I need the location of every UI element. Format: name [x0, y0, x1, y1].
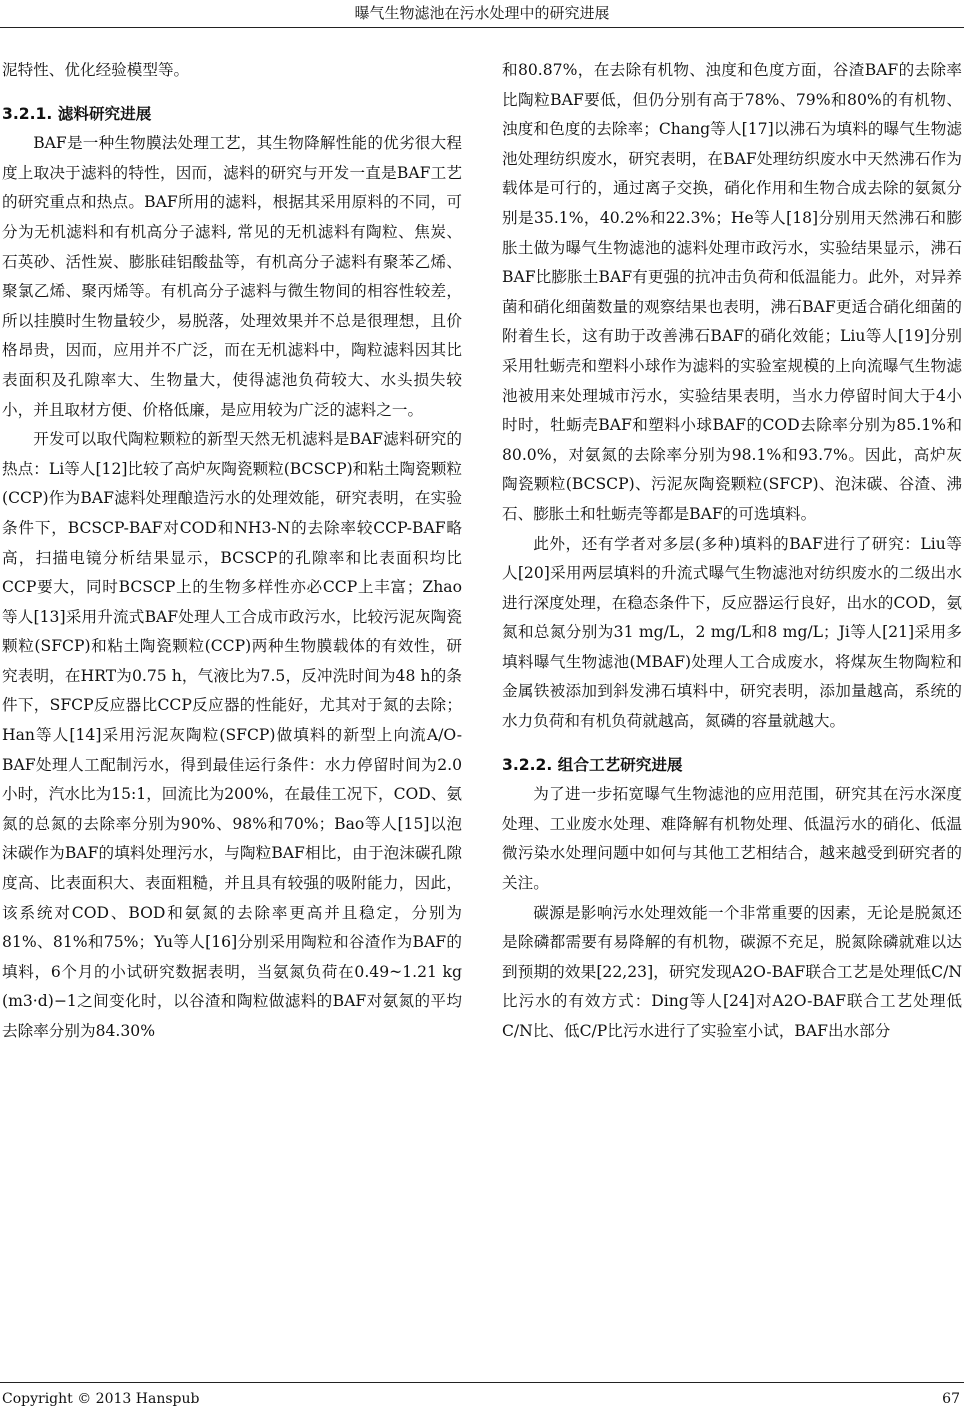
paragraph: 此外，还有学者对多层(多种)填料的BAF进行了研究：Liu等人[20]采用两层填料的升流式曝气生物滤池对纺织废水的二级出水进行深度处理，在稳态条件下，反应器运行良好，出水的COD，氨氮和总氮分别为31 mg/L，2 mg/L和8 mg/L；Ji等人[21]采用多填料曝气生物滤池(MBAF)处理人工合成废水，将煤灰生物陶粒和金属铁被添加到斜发沸石填料中，研究表明，添加量越高，系统的水力负荷和有机负荷就越高，氮磷的容量就越大。	[502, 534, 962, 731]
left-column	[2, 56, 462, 1047]
footer-rule	[0, 1382, 964, 1383]
right-column	[502, 56, 962, 1047]
copyright: Copyright © 2013 Hanspub	[2, 1391, 200, 1407]
spacer	[502, 737, 962, 751]
section-heading-3-2-1: 3.2.1. 滤料研究进展	[2, 104, 152, 123]
paragraph: 和80.87%，在去除有机物、浊度和色度方面，谷渣BAF的去除率比陶粒BAF要低，但仍分别有高于78%、79%和80%的有机物、浊度和色度的去除率；Chang等人[17]以沸石为填料的曝气生物滤池处理纺织废水，研究表明，在BAF处理纺织废水中天然沸石作为载体是可行的，通过离子交换，硝化作用和生物合成去除的氨氮分别是35.1%，40.2%和22.3%；He等人[18]分别用天然沸石和膨胀土做为曝气生物滤池的滤料处理市政污水，实验结果显示，沸石BAF比膨胀土BAF有更强的抗冲击负荷和低温能力。此外，对异养菌和硝化细菌数量的观察结果也表明，沸石BAF更适合硝化细菌的附着生长，这有助于改善沸石BAF的硝化效能；Liu等人[19]分别采用牡蛎壳和塑料小球作为滤料的实验室规模的上向流曝气生物滤池被用来处理城市污水，实验结果表明，当水力停留时间大于4小时时，牡蛎壳BAF和塑料小球BAF的COD去除率分别为85.1%和80.0%，对氨氮的去除率分别为98.1%和93.7%。因此，高炉灰陶瓷颗粒(BCSCP)、污泥灰陶瓷颗粒(SFCP)、泡沫碳、谷渣、沸石、膨胀土和牡蛎壳等都是BAF的可选填料。	[502, 61, 962, 523]
spacer	[2, 86, 462, 100]
header-rule	[0, 27, 964, 28]
paragraph: 为了进一步拓宽曝气生物滤池的应用范围，研究其在污水深度处理、工业废水处理、难降解有机物处理、低温污水的硝化、低温微污染水处理问题中如何与其他工艺相结合，越来越受到研究者的关注。	[502, 785, 962, 893]
paragraph: 泥特性、优化经验模型等。	[2, 61, 190, 79]
paragraph: 开发可以取代陶粒颗粒的新型天然无机滤料是BAF滤料研究的热点：Li等人[12]比较了高炉灰陶瓷颗粒(BCSCP)和粘土陶瓷颗粒(CCP)作为BAF滤料处理酿造污水的处理效能，研究表明，在实验条件下，BCSCP-BAF对COD和NH3-N的去除率较CCP-BAF略高，扫描电镜分析结果显示，BCSCP的孔隙率和比表面积均比CCP要大，同时BCSCP上的生物多样性亦必CCP上丰富；Zhao等人[13]采用升流式BAF处理人工合成市政污水，比较污泥灰陶瓷颗粒(SFCP)和粘土陶瓷颗粒(CCP)两种生物膜载体的有效性，研究表明，在HRT为0.75 h，气液比为7.5，反冲洗时间为48 h的条件下，SFCP反应器比CCP反应器的性能好，尤其对于氮的去除；Han等人[14]采用污泥灰陶粒(SFCP)做填料的新型上向流A/O-BAF处理人工配制污水，得到最佳运行条件：水力停留时间为2.0小时，汽水比为15:1，回流比为200%，在最佳工况下，COD、氨氮的总氮的去除率分别为90%、98%和70%；Bao等人[15]以泡沫碳作为BAF的填料处理污水，与陶粒BAF相比，由于泡沫碳孔隙度高、比表面积大、表面粗糙，并且具有较强的吸附能力，因此，该系统对COD、BOD和氨氮的去除率更高并且稳定，分别为81%、81%和75%；Yu等人[16]分别采用陶粒和谷渣作为BAF的填料，6个月的小试研究数据表明，当氨氮负荷在0.49~1.21 kg (m3·d)−1之间变化时，以谷渣和陶粒做滤料的BAF对氨氮的平均去除率分别为84.30%	[2, 430, 462, 1040]
paragraph: BAF是一种生物膜法处理工艺，其生物降解性能的优劣很大程度上取决于滤料的特性，因而，滤料的研究与开发一直是BAF工艺的研究重点和热点。BAF所用的滤料，根据其采用原料的不同，可分为无机滤料和有机高分子滤料, 常见的无机滤料有陶粒、焦炭、石英砂、活性炭、膨胀硅铝酸盐等，有机高分子滤料有聚苯乙烯、聚氯乙烯、聚丙烯等。有机高分子滤料与微生物间的相容性较差，所以挂膜时生物量较少，易脱落，处理效果并不总是很理想，且价格昂贵，因而，应用并不广泛，而在无机滤料中，陶粒滤料因其比表面积及孔隙率大、生物量大，使得滤池负荷较大、水头损失较小，并且取材方便、价格低廉，是应用较为广泛的滤料之一。	[2, 134, 462, 419]
running-header: 曝气生物滤池在污水处理中的研究进展	[354, 4, 610, 22]
page-number: 67	[942, 1391, 960, 1407]
section-heading-3-2-2: 3.2.2. 组合工艺研究进展	[502, 755, 683, 774]
paragraph: 碳源是影响污水处理效能一个非常重要的因素，无论是脱氮还是除磷都需要有易降解的有机物，碳源不充足，脱氮除磷就难以达到预期的效果[22,23]，研究发现A2O-BAF联合工艺是处理低C/N比污水的有效方式：Ding等人[24]对A2O-BAF联合工艺处理低C/N比、低C/P比污水进行了实验室小试，BAF出水部分	[502, 903, 962, 1040]
